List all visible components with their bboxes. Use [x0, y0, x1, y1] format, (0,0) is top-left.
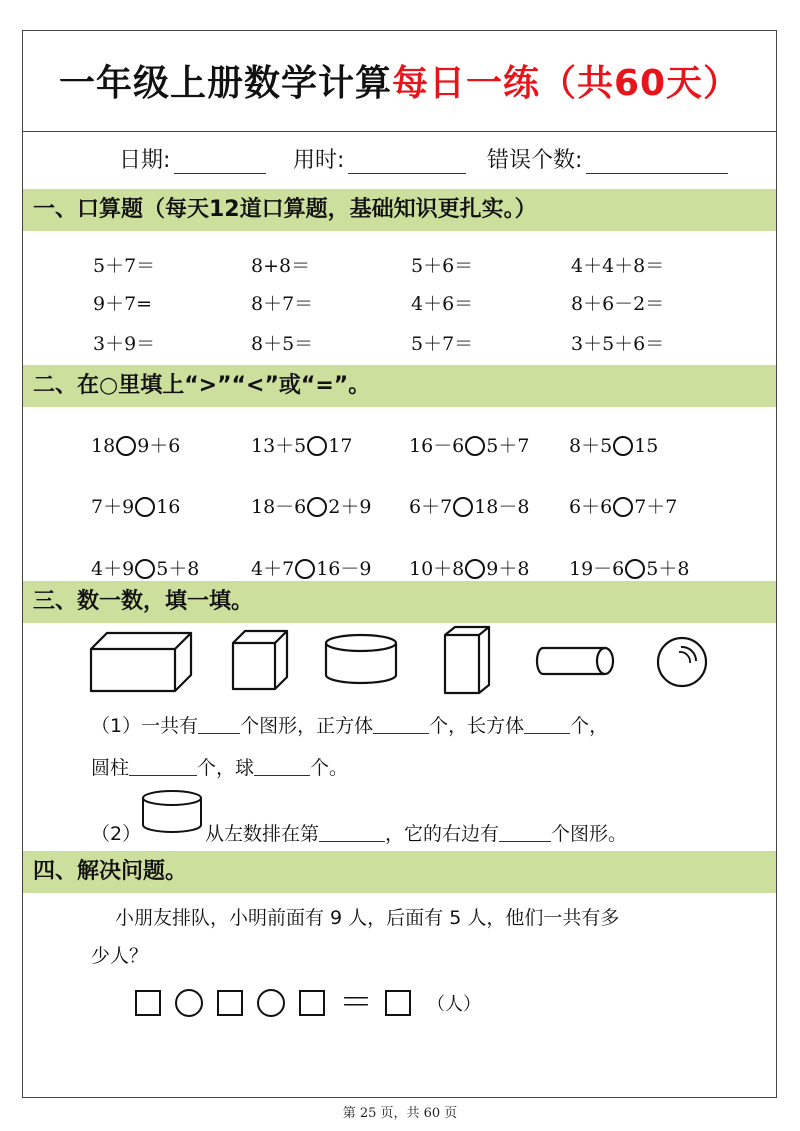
- s1-item: 3＋9＝: [93, 333, 156, 355]
- s1-item: 4＋6＝: [411, 293, 474, 315]
- title-black: 一年级上册数学计算: [58, 63, 392, 104]
- right-expr: 2＋9: [328, 496, 372, 518]
- s1-item: 3＋5＋6＝: [571, 333, 665, 355]
- section1-heading: 一、口算题（每天12道口算题，基础知识更扎实。）: [23, 189, 776, 231]
- number-box[interactable]: [135, 990, 161, 1016]
- right-expr: 15: [634, 435, 659, 457]
- unit-label: （人）: [427, 994, 481, 1015]
- q1-line1: [91, 711, 608, 738]
- answer-circle[interactable]: [613, 436, 633, 456]
- s1-item: 5＋7＝: [411, 333, 474, 355]
- cylinder-icon: [323, 633, 399, 687]
- right-expr: 5＋8: [646, 558, 690, 580]
- lying-cylinder-icon: [535, 645, 617, 677]
- date-label: 日期:: [119, 148, 171, 173]
- left-expr: 7＋9: [91, 496, 135, 518]
- answer-box[interactable]: [385, 990, 411, 1016]
- q2-line: [91, 819, 141, 846]
- time-blank[interactable]: [348, 149, 466, 174]
- s1-item: 8＋5＝: [251, 333, 314, 355]
- right-expr: 5＋7: [486, 435, 530, 457]
- number-box[interactable]: [299, 990, 325, 1016]
- answer-circle[interactable]: [135, 559, 155, 579]
- compare-item: [569, 492, 677, 519]
- s1-item: 8+8＝: [251, 255, 311, 277]
- compare-item: [251, 554, 371, 581]
- q1-text: 个，长方体: [429, 715, 525, 737]
- q1-text: 个，球: [197, 757, 255, 779]
- left-expr: 13＋5: [251, 435, 307, 457]
- q1-text: 个，: [570, 715, 609, 737]
- position-blank[interactable]: [319, 823, 385, 842]
- right-expr: 7＋7: [634, 496, 678, 518]
- answer-circle[interactable]: [116, 436, 136, 456]
- operator-circle[interactable]: [257, 989, 285, 1017]
- answer-circle[interactable]: [613, 497, 633, 517]
- compare-item: [251, 492, 371, 519]
- q2-text: （2）: [91, 823, 142, 845]
- right-expr: 18－8: [474, 496, 530, 518]
- total-blank[interactable]: [198, 715, 240, 734]
- operator-circle[interactable]: [175, 989, 203, 1017]
- right-expr: 16－9: [316, 558, 372, 580]
- worksheet-page: [22, 30, 777, 1098]
- answer-circle[interactable]: [625, 559, 645, 579]
- sphere-blank[interactable]: [254, 757, 310, 776]
- problem-line1: 小朋友排队，小明前面有 9 人，后面有 5 人，他们一共有多: [115, 907, 620, 929]
- q1-text: 圆柱: [91, 757, 130, 779]
- left-expr: 18: [91, 435, 116, 457]
- answer-circle[interactable]: [135, 497, 155, 517]
- page-footer: 第 25 页，共 60 页: [342, 1106, 458, 1121]
- compare-item: [409, 431, 529, 458]
- answer-circle[interactable]: [307, 436, 327, 456]
- right-expr: 5＋8: [156, 558, 200, 580]
- compare-item: [251, 431, 352, 458]
- errors-field[interactable]: [487, 143, 728, 174]
- answer-circle[interactable]: [465, 559, 485, 579]
- s1-item: 5＋6＝: [411, 255, 474, 277]
- time-label: 用时:: [293, 148, 345, 173]
- q1-text: （1）一共有: [91, 715, 199, 737]
- equals-sign: ＝: [339, 983, 373, 1023]
- q1-line2: [91, 753, 348, 780]
- compare-item: [409, 492, 529, 519]
- info-row: [23, 131, 776, 181]
- equation-row: [135, 983, 481, 1023]
- q1-text: 个图形，正方体: [240, 715, 374, 737]
- left-expr: 6＋7: [409, 496, 453, 518]
- cylinder-icon: [141, 789, 203, 835]
- answer-circle[interactable]: [295, 559, 315, 579]
- section4-heading: 四、解决问题。: [23, 851, 776, 893]
- compare-item: [91, 554, 199, 581]
- section2-heading: 二、在○里填上“>”“<”或“=”。: [23, 365, 776, 407]
- title-red: 每日一练（共60天）: [391, 63, 741, 104]
- left-expr: 16－6: [409, 435, 465, 457]
- q2-text: 从左数排在第: [205, 823, 320, 845]
- compare-item: [91, 492, 180, 519]
- compare-item: [569, 554, 689, 581]
- left-expr: 8＋5: [569, 435, 613, 457]
- cube-icon: [231, 629, 289, 691]
- sphere-icon: [655, 635, 709, 689]
- s1-item: 4＋4＋8＝: [571, 255, 665, 277]
- right-count-blank[interactable]: [499, 823, 551, 842]
- time-field[interactable]: [293, 143, 466, 174]
- answer-circle[interactable]: [465, 436, 485, 456]
- errors-label: 错误个数:: [487, 148, 583, 173]
- answer-circle[interactable]: [453, 497, 473, 517]
- answer-circle[interactable]: [307, 497, 327, 517]
- q2-text: ，它的右边有: [385, 823, 500, 845]
- right-expr: 9＋6: [137, 435, 181, 457]
- right-expr: 17: [328, 435, 353, 457]
- cube-blank[interactable]: [373, 715, 429, 734]
- q2-rest: [205, 819, 627, 846]
- q1-text: 个。: [310, 757, 349, 779]
- cuboid-icon: [89, 631, 193, 693]
- page-title: [23, 31, 776, 132]
- compare-item: [91, 431, 180, 458]
- left-expr: 4＋9: [91, 558, 135, 580]
- number-box[interactable]: [217, 990, 243, 1016]
- q2-text: 个图形。: [551, 823, 628, 845]
- errors-blank[interactable]: [586, 149, 728, 174]
- problem-line2: 少人？: [91, 945, 149, 967]
- compare-item: [569, 431, 658, 458]
- right-expr: 9＋8: [486, 558, 530, 580]
- left-expr: 19－6: [569, 558, 625, 580]
- section3-heading: 三、数一数，填一填。: [23, 581, 776, 623]
- cuboid-blank[interactable]: [524, 715, 570, 734]
- date-blank[interactable]: [174, 149, 266, 174]
- s1-item: 9＋7=: [93, 293, 153, 315]
- left-expr: 6＋6: [569, 496, 613, 518]
- right-expr: 16: [156, 496, 181, 518]
- compare-item: [409, 554, 529, 581]
- left-expr: 4＋7: [251, 558, 295, 580]
- left-expr: 18－6: [251, 496, 307, 518]
- cylinder-blank[interactable]: [129, 757, 197, 776]
- s1-item: 8＋7＝: [251, 293, 314, 315]
- left-expr: 10＋8: [409, 558, 465, 580]
- upright-cuboid-icon: [443, 625, 495, 695]
- s1-item: 5＋7＝: [93, 255, 156, 277]
- s1-item: 8＋6－2＝: [571, 293, 665, 315]
- date-field[interactable]: [119, 143, 266, 174]
